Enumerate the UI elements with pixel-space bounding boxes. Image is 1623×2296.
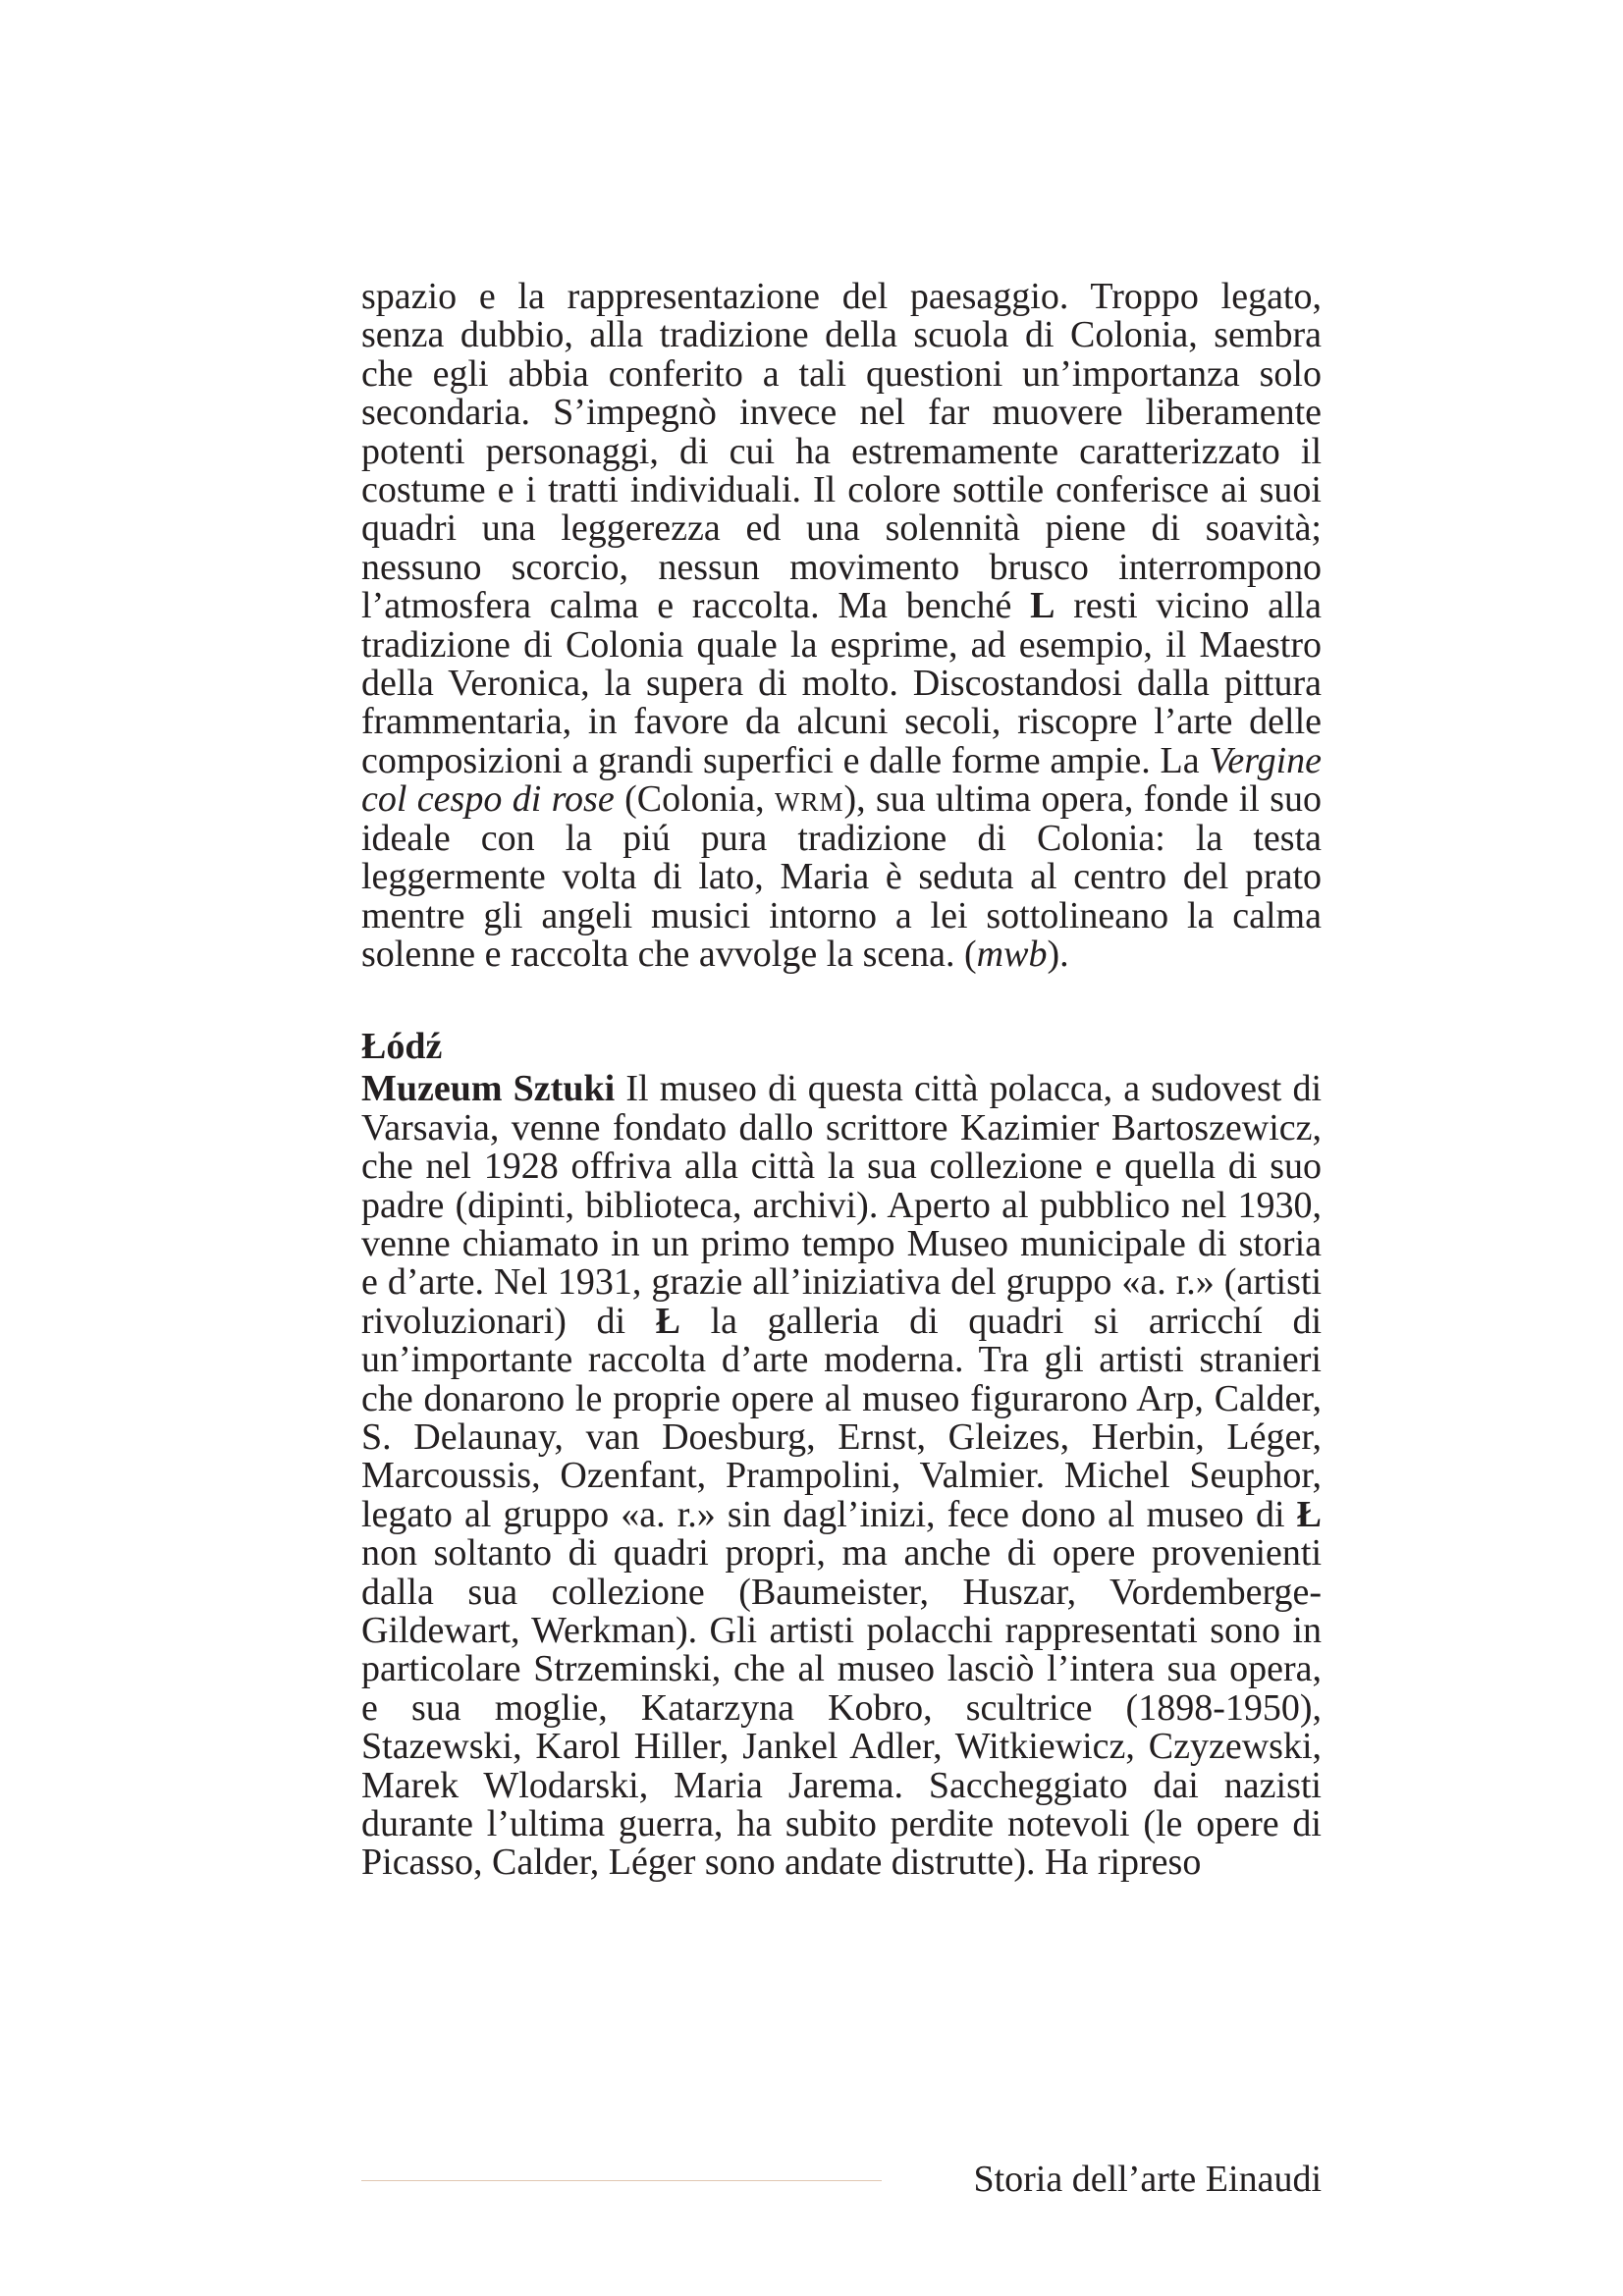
section-heading: Łódź (361, 1026, 443, 1068)
section-abbreviation-1: Ł (655, 1300, 681, 1342)
section-text-part3: non soltanto di quadri propri, ma anche di opere provenienti dalla sua collezione (Baumeister, Huszar, Vordemberge-Gildewart, Werkman). Gli artisti polacchi rappresentati sono in particolare Strzeminski, che al museo lasciò l’intera sua opera, e sua moglie, Katarzyna Kobro, scultrice (1898-1950), Stazewski, Karol Hiller, Jankel Adler, Witkiewicz, Czyzewski, Marek Wlodarski, Maria Jarema. Saccheggiato dai nazisti durante l’ultima guerra, ha subito perdite notevoli (le opere di Picasso, Calder, Léger sono andate distrutte). Ha ripreso (361, 1532, 1322, 1884)
page-body (361, 278, 1322, 1883)
section-text-part1: Il museo di questa città polacca, a sudovest di Varsavia, venne fondato dallo scrittore Kazimier Bartoszewicz, che nel 1928 offriva alla città la sua collezione e quella di suo padre (dipinti, biblioteca, archivi). Aperto al pubblico nel 1930, venne chiamato in un primo tempo Museo municipale di storia e d’arte. Nel 1931, grazie all’iniziativa del gruppo «a. r.» (artisti rivoluzionari) di (361, 1068, 1323, 1342)
section-text-part2: la galleria di quadri si arricchí di un’importante raccolta d’arte moderna. Tra gli artisti stranieri che donarono le proprie opere al museo figurarono Arp, Calder, S. Delaunay, van Doesburg, Ernst, Gleizes, Herbin, Léger, Marcoussis, Ozenfant, Prampolini, Valmier. Michel Seuphor, legato al gruppo «a. r.» sin dagl’inizi, fece dono al museo di (361, 1300, 1322, 1535)
entry-text-part3: (Colonia, (614, 778, 775, 821)
entry-text-part2: resti vicino alla tradizione di Colonia quale la esprime, ad esempio, il Maestro della Veronica, la supera di molto. Discostandosi dalla pittura frammentaria, in favore da alcuni secoli, riscopre l’arte delle composizioni a grandi superfici e dalle forme ampie. La (361, 585, 1322, 781)
work-title: Vergine col cespo di rose (361, 739, 1322, 821)
footer-title: Storia dell’arte Einaudi (973, 2159, 1322, 2200)
entry-text-part4: ), sua ultima opera, fonde il suo ideale con la piú pura tradizione di Colonia: la testa leggermente volta di lato, Maria è seduta al centro del prato mentre gli angeli musici intorno a lei sottolineano la calma solenne e raccolta che avvolge la scena. ( (361, 778, 1323, 975)
entry-text-part1: spazio e la rappresentazione del paesaggio. Troppo legato, senza dubbio, alla tradizione della scuola di Colonia, sembra che egli abbia conferito a tali questioni un’importanza solo secondaria. S’impegnò invece nel far muovere liberamente potenti personaggi, di cui ha estremamente caratterizzato il costume e i tratti individuali. Il colore sottile conferisce ai suoi quadri una leggerezza ed una solennità piene di soavità; nessuno scorcio, nessun movimento brusco interrompono l’atmosfera calma e raccolta. Ma benché (361, 276, 1322, 627)
section-lead: Muzeum Sztuki (361, 1068, 616, 1110)
museum-abbreviation: wrm (774, 778, 844, 821)
section-paragraph (361, 1070, 1322, 1883)
footer-divider (361, 2180, 882, 2181)
entry-text-part5: ). (1047, 933, 1069, 975)
section-abbreviation-2: Ł (1296, 1493, 1322, 1535)
author-signature: mwb (976, 933, 1048, 975)
entry-abbreviation: L (1030, 585, 1055, 627)
entry-continued-paragraph (361, 278, 1322, 974)
